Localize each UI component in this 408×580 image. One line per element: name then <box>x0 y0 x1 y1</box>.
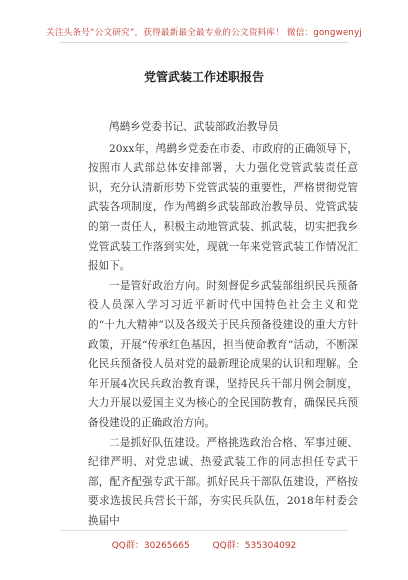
qq-group-1: QQ群：30265665 <box>111 541 190 551</box>
paragraph-team-building: 二是抓好队伍建设。严格挑选政治合格、军事过硬、纪律严明、对党忠诚、热爱武装工作的同志担任专武干部，配齐配强专武干部。抓好民兵干部队伍建设，严格按要求选拔民兵营长干部，夯实民兵队伍，2018年村委会换届中 <box>88 436 358 527</box>
paragraph-political-direction: 一是管好政治方向。时刻督促乡武装部组织民兵预备役人员深入学习习近平新时代中国特色社会主义和党的“十九大精神”以及各级关于民兵预备役建设的重大方针政策，开展“传承红色基因，担当使命教育”活动，不断深化民兵预备役人员对党的最新理论成果的认识和理解。全年开展4次民兵政治教育课，坚持民兵干部月例会制度，大力开展以爱国主义为核心的全民国防教育，确保民兵预备役建设的正确政治方向。 <box>88 279 358 429</box>
document-body <box>88 118 358 531</box>
paragraph-intro: 20xx年，鸬鹚乡党委在市委、市政府的正确领导下，按照市人武部总体安排部署，大力强化党管武装责任意识，充分认清新形势下党管武装的重要性，严格贯彻党管武装各项制度，作为鸬鹚乡武装部政治教导员、党管武装的第一责任人，积极主动地管武装、抓武装，切实把我乡党管武装工作落到实处，现就一年来党管武装工作情况汇报如下。 <box>88 142 358 273</box>
footer-divider <box>60 530 348 531</box>
footer-qq-groups <box>0 538 408 551</box>
header-banner <box>0 26 408 38</box>
document-title: 党管武装工作述职报告 <box>143 70 264 84</box>
author-line: 鸬鹚乡党委书记、武装部政治教导员 <box>109 121 279 133</box>
qq-group-2: QQ群：535304092 <box>212 541 297 551</box>
header-divider <box>60 42 348 43</box>
header-banner-text: 关注头条号“公文研究”，获得最新最全最专业的公文资料库！ 微信：gongwenyj <box>46 28 362 38</box>
